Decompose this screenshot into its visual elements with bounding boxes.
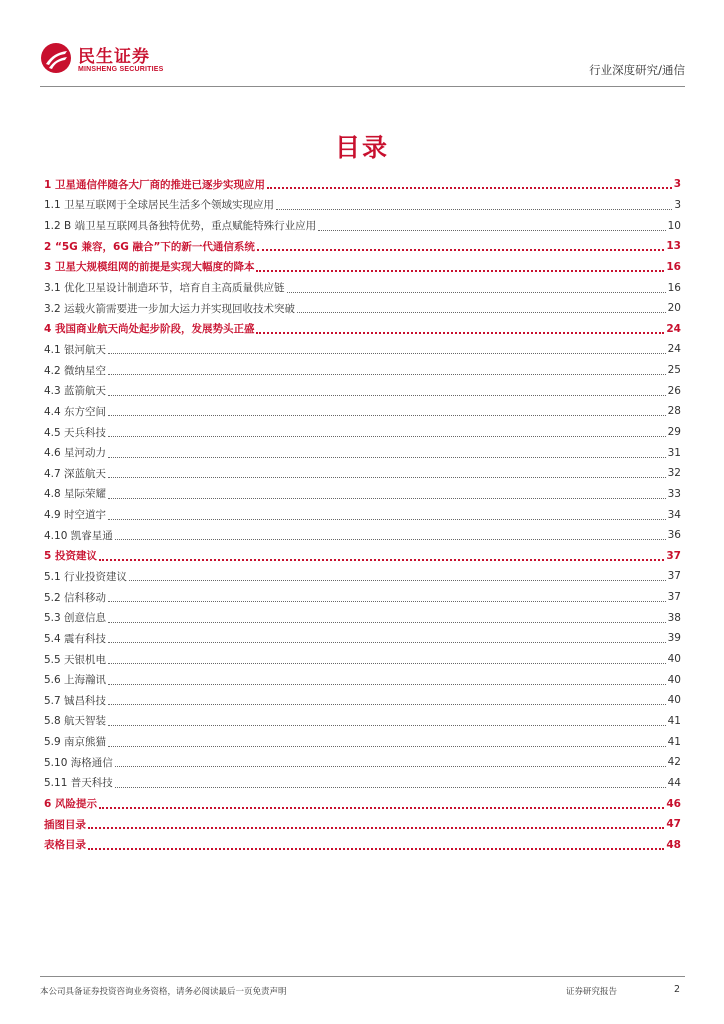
toc-entry-subsection[interactable]	[44, 773, 681, 794]
toc-entry-section[interactable]	[44, 257, 681, 278]
toc-leader-dots	[108, 739, 666, 747]
toc-entry-subsection[interactable]	[44, 752, 681, 773]
toc-entry-page: 37	[667, 591, 681, 604]
logo-chinese-name: 民生证券	[78, 47, 150, 67]
toc-entry-subsection[interactable]	[44, 277, 681, 298]
toc-entry-page: 41	[667, 714, 681, 727]
toc-entry-subsection[interactable]	[44, 607, 681, 628]
toc-entry-section[interactable]	[44, 793, 681, 814]
toc-entry-page: 44	[667, 776, 681, 789]
toc-entry-page: 37	[666, 549, 681, 562]
toc-entry-page: 32	[667, 467, 681, 480]
toc-entry-label: 插图目录	[44, 818, 86, 831]
toc-entry-section[interactable]	[44, 236, 681, 257]
toc-leader-dots	[108, 367, 666, 375]
toc-entry-label: 5.4 震有科技	[44, 632, 107, 645]
footer-doc-type: 证券研究报告	[566, 987, 618, 997]
toc-leader-dots	[99, 801, 664, 809]
toc-entry-subsection[interactable]	[44, 360, 681, 381]
toc-leader-dots	[108, 346, 666, 354]
toc-entry-page: 3	[674, 198, 681, 211]
toc-entry-label: 4.6 星河动力	[44, 447, 107, 460]
toc-entry-page: 20	[667, 302, 681, 315]
toc-entry-page: 29	[667, 426, 681, 438]
toc-entry-label: 3.2 运载火箭需要进一步加大运力并实现回收技术突破	[44, 302, 296, 315]
toc-entry-label: 4.3 蓝箭航天	[44, 385, 107, 398]
toc-entry-label: 4 我国商业航天尚处起步阶段，发展势头正盛	[44, 323, 255, 336]
toc-entry-page: 40	[667, 653, 681, 666]
toc-entry-section[interactable]	[44, 318, 681, 339]
toc-entry-subsection[interactable]	[44, 649, 681, 670]
toc-entry-label: 5 投资建议	[44, 550, 97, 563]
toc-entry-label: 1.2 B 端卫星互联网具备独特优势，重点赋能特殊行业应用	[44, 220, 317, 233]
toc-leader-dots	[129, 573, 666, 581]
toc-entry-page: 36	[667, 529, 681, 542]
toc-leader-dots	[108, 429, 666, 437]
toc-entry-section[interactable]	[44, 835, 681, 856]
toc-entry-page: 3	[673, 178, 681, 191]
toc-entry-subsection[interactable]	[44, 463, 681, 484]
toc-leader-dots	[115, 759, 666, 767]
toc-leader-dots	[108, 594, 666, 602]
logo-english-name: MINSHENG SECURITIES	[78, 66, 164, 73]
toc-leader-dots	[108, 656, 666, 664]
toc-entry-subsection[interactable]	[44, 731, 681, 752]
toc-entry-subsection[interactable]	[44, 442, 681, 463]
toc-entry-label: 1 卫星通信伴随各大厂商的推进已逐步实现应用	[44, 178, 265, 191]
toc-entry-subsection[interactable]	[44, 628, 681, 649]
toc-entry-page: 42	[667, 756, 681, 769]
toc-leader-dots	[108, 512, 666, 520]
toc-entry-label: 4.2 微纳星空	[44, 364, 107, 377]
toc-leader-dots	[108, 408, 666, 416]
toc-entry-label: 表格目录	[44, 839, 86, 852]
toc-entry-page: 40	[667, 694, 681, 707]
toc-entry-label: 6 风险提示	[44, 798, 97, 811]
toc-leader-dots	[108, 697, 666, 705]
toc-entry-page: 47	[666, 818, 681, 831]
toc-entry-page: 33	[667, 487, 681, 500]
table-of-contents	[44, 174, 681, 855]
toc-entry-subsection[interactable]	[44, 525, 681, 546]
toc-leader-dots	[287, 285, 666, 293]
toc-entry-label: 4.1 银河航天	[44, 343, 107, 356]
toc-entry-subsection[interactable]	[44, 711, 681, 732]
footer-divider	[40, 976, 685, 977]
toc-entry-page: 10	[667, 219, 681, 232]
toc-leader-dots	[108, 388, 666, 396]
logo-mark-icon	[40, 42, 72, 74]
toc-leader-dots	[115, 532, 666, 540]
page-title: 目录	[334, 133, 389, 162]
toc-entry-page: 46	[666, 797, 681, 810]
toc-entry-subsection[interactable]	[44, 339, 681, 360]
page-header	[40, 38, 685, 86]
toc-entry-label: 4.9 时空道宇	[44, 509, 107, 522]
toc-entry-page: 38	[667, 611, 681, 624]
toc-entry-label: 3.1 优化卫星设计制造环节，培育自主高质量供应链	[44, 282, 285, 295]
page-number: 2	[673, 984, 680, 995]
toc-entry-label: 5.3 创意信息	[44, 612, 107, 625]
toc-entry-label: 1.1 卫星互联网于全球居民生活多个领域实现应用	[44, 199, 275, 212]
toc-entry-label: 5.1 行业投资建议	[44, 570, 128, 583]
toc-entry-label: 5.9 南京熊猫	[44, 736, 107, 749]
toc-entry-label: 5.5 天银机电	[44, 653, 107, 666]
toc-leader-dots	[108, 677, 666, 685]
toc-leader-dots	[108, 615, 666, 623]
toc-leader-dots	[267, 181, 672, 189]
toc-entry-label: 5.10 海格通信	[44, 756, 113, 769]
toc-entry-section[interactable]	[44, 814, 681, 835]
toc-entry-label: 5.7 铖昌科技	[44, 694, 107, 707]
toc-entry-page: 16	[666, 260, 681, 273]
toc-leader-dots	[108, 450, 666, 458]
header-divider	[40, 86, 685, 87]
toc-entry-subsection[interactable]	[44, 401, 681, 422]
toc-entry-label: 5.11 普天科技	[44, 777, 113, 790]
toc-entry-section[interactable]	[44, 546, 681, 567]
toc-entry-page: 24	[666, 322, 681, 335]
toc-entry-subsection[interactable]	[44, 669, 681, 690]
toc-leader-dots	[318, 223, 666, 231]
toc-entry-label: 4.5 天兵科技	[44, 426, 107, 439]
toc-entry-page: 13	[666, 240, 681, 253]
toc-leader-dots	[108, 470, 666, 478]
toc-entry-page: 48	[666, 838, 681, 851]
toc-leader-dots	[88, 821, 664, 829]
toc-leader-dots	[99, 553, 664, 561]
toc-entry-label: 2 “5G 兼容，6G 融合”下的新一代通信系统	[44, 240, 255, 253]
toc-entry-page: 28	[667, 405, 681, 418]
toc-entry-section[interactable]	[44, 174, 681, 195]
toc-entry-subsection[interactable]	[44, 484, 681, 505]
toc-entry-page: 25	[667, 364, 681, 377]
toc-entry-label: 5.2 信科移动	[44, 591, 107, 604]
toc-entry-label: 3 卫星大规模组网的前提是实现大幅度的降本	[44, 261, 255, 274]
toc-entry-subsection[interactable]	[44, 504, 681, 525]
toc-entry-subsection[interactable]	[44, 298, 681, 319]
toc-entry-label: 5.6 上海瀚讯	[44, 674, 107, 687]
toc-entry-label: 4.8 星际荣耀	[44, 488, 107, 501]
toc-leader-dots	[257, 243, 664, 251]
toc-entry-label: 4.7 深蓝航天	[44, 467, 107, 480]
toc-leader-dots	[276, 202, 672, 210]
toc-entry-page: 34	[667, 508, 681, 521]
toc-entry-subsection[interactable]	[44, 422, 681, 443]
toc-entry-subsection[interactable]	[44, 566, 681, 587]
toc-leader-dots	[108, 718, 666, 726]
toc-entry-subsection[interactable]	[44, 690, 681, 711]
toc-leader-dots	[256, 326, 664, 334]
toc-leader-dots	[297, 305, 666, 313]
toc-entry-label: 4.10 凯睿星通	[44, 529, 113, 542]
toc-leader-dots	[108, 635, 666, 643]
toc-entry-label: 4.4 东方空间	[44, 405, 107, 418]
toc-entry-page: 24	[667, 343, 681, 356]
toc-entry-subsection[interactable]	[44, 587, 681, 608]
footer-disclaimer: 本公司具备证券投资咨询业务资格，请务必阅读最后一页免责声明	[40, 987, 287, 997]
toc-entry-page: 41	[667, 735, 681, 748]
company-logo	[40, 42, 180, 78]
toc-leader-dots	[256, 264, 664, 272]
toc-leader-dots	[115, 780, 666, 788]
toc-entry-page: 39	[667, 632, 681, 645]
toc-entry-page: 16	[667, 281, 681, 294]
toc-entry-page: 26	[667, 384, 681, 397]
toc-entry-label: 5.8 航天智装	[44, 715, 107, 728]
toc-entry-subsection[interactable]	[44, 380, 681, 401]
toc-entry-subsection[interactable]	[44, 215, 681, 236]
toc-entry-page: 31	[667, 446, 681, 459]
toc-entry-subsection[interactable]	[44, 195, 681, 216]
report-category: 行业深度研究/通信	[589, 63, 685, 77]
toc-leader-dots	[88, 842, 664, 850]
toc-entry-page: 40	[667, 673, 681, 686]
toc-leader-dots	[108, 491, 666, 499]
toc-entry-page: 37	[667, 570, 681, 583]
